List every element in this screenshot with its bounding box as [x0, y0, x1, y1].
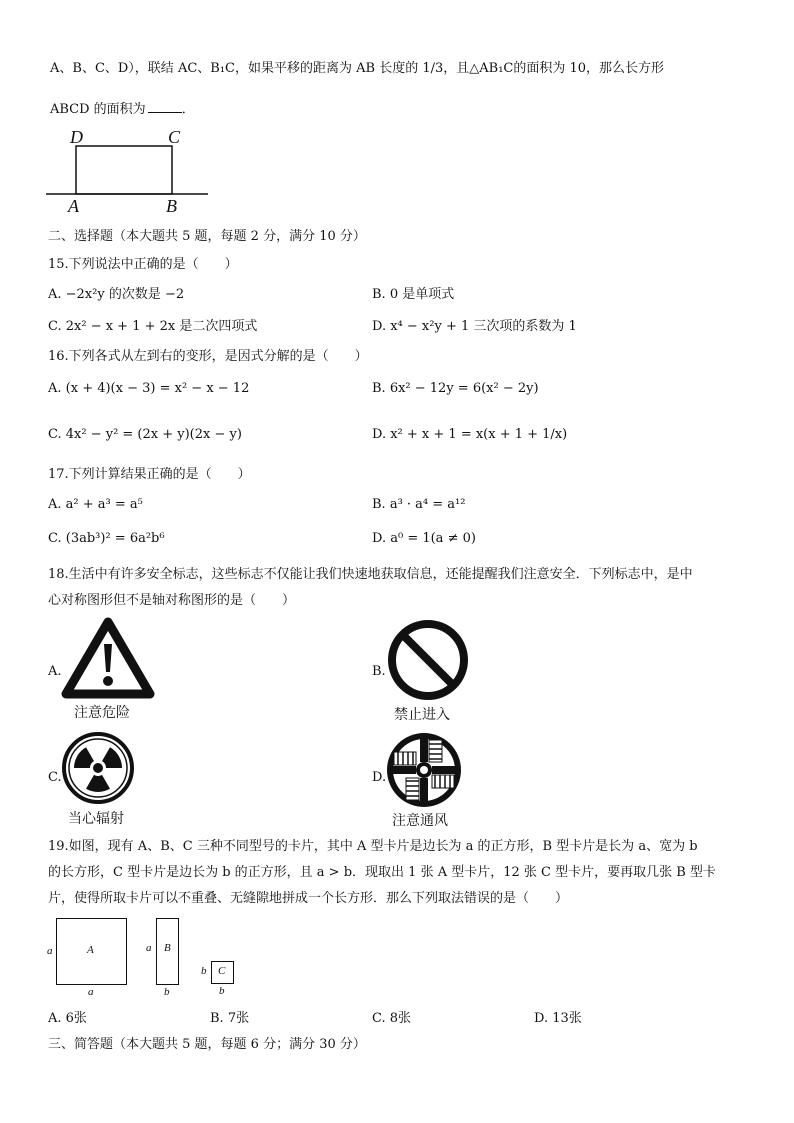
no-entry-icon[interactable] [386, 618, 470, 702]
q15-option-b[interactable]: B. 0 是单项式 [372, 287, 455, 302]
q18-stem-2: 心对称图形但不是轴对称图形的是（ ） [48, 593, 296, 608]
q17-option-d[interactable]: D. a⁰ = 1(a ≠ 0) [372, 531, 476, 546]
q17-option-b[interactable]: B. a³ · a⁴ = a¹² [372, 497, 466, 512]
q19-stem-1: 19.如图，现有 A、B、C 三种不同型号的卡片，其中 A 型卡片是边长为 a 的正方形，B 型卡片是长为 a、宽为 b [48, 839, 698, 854]
q19-stem-2: 的长方形，C 型卡片是边长为 b 的正方形，且 a > b．现取出 1 张 A 型卡片，12 张 C 型卡片，要再取几张 B 型卡 [48, 865, 716, 880]
q18-option-d-letter[interactable]: D. [372, 770, 387, 785]
intro-line-1: A、B、C、D），联结 AC、B₁C，如果平移的距离为 AB 长度的 1/3，且△AB₁C的面积为 10，那么长方形 [50, 61, 665, 76]
q19-option-a[interactable]: A. 6张 [48, 1011, 87, 1026]
card-a-side-left: a [47, 945, 53, 957]
q17-option-c[interactable]: C. (3ab³)² = 6a²b⁶ [48, 531, 165, 546]
card-a-label: A [87, 944, 94, 956]
intro-line-2: ABCD 的面积为 ． [50, 102, 195, 117]
q17-stem: 17.下列计算结果正确的是（ ） [48, 467, 251, 482]
q19-option-d[interactable]: D. 13张 [534, 1011, 582, 1026]
q16-option-a[interactable]: A. (x + 4)(x − 3) = x² − x − 12 [48, 381, 250, 396]
card-c-label: C [218, 965, 226, 977]
q16-stem: 16.下列各式从左到右的变形，是因式分解的是（ ） [48, 349, 368, 364]
card-b-side-left: a [146, 942, 152, 954]
q16-option-b[interactable]: B. 6x² − 12y = 6(x² − 2y) [372, 381, 539, 396]
section-2-title: 二、选择题（本大题共 5 题，每题 2 分，满分 10 分） [48, 229, 366, 244]
vertex-label-a: A [68, 196, 79, 216]
q15-option-c[interactable]: C. 2x² − x + 1 + 2x 是二次四项式 [48, 319, 258, 334]
card-a-side-bottom: a [88, 986, 94, 998]
q19-option-b[interactable]: B. 7张 [210, 1011, 250, 1026]
q19-option-c[interactable]: C. 8张 [372, 1011, 412, 1026]
card-b-side-bottom: b [164, 986, 170, 998]
q16-option-d[interactable]: D. x² + x + 1 = x(x + 1 + 1/x) [372, 427, 568, 442]
card-c-side-left: b [201, 965, 207, 977]
q15-option-a[interactable]: A. −2x²y 的次数是 −2 [48, 287, 185, 302]
vertex-label-b: B [166, 196, 177, 216]
card-c-side-bottom: b [219, 985, 225, 997]
q17-option-a[interactable]: A. a² + a³ = a⁵ [48, 497, 143, 512]
q15-option-d[interactable]: D. x⁴ − x²y + 1 三次项的系数为 1 [372, 319, 577, 334]
q18-option-b-letter[interactable]: B. [372, 664, 386, 679]
q18-caption-a: 注意危险 [74, 705, 130, 721]
warning-triangle-icon[interactable] [62, 618, 154, 698]
vertex-label-c: C [168, 127, 181, 147]
answer-blank [148, 100, 182, 113]
q18-caption-b: 禁止进入 [394, 707, 450, 723]
ventilation-icon[interactable] [384, 730, 464, 810]
q18-option-a-letter[interactable]: A. [48, 664, 62, 679]
q18-caption-c: 当心辐射 [68, 811, 124, 827]
q18-caption-d: 注意通风 [392, 813, 448, 829]
q18-stem-1: 18.生活中有许多安全标志，这些标志不仅能让我们快速地获取信息，还能提醒我们注意安全．下列标志中，是中 [48, 567, 693, 582]
q18-option-c-letter[interactable]: C. [48, 770, 62, 785]
vertex-label-d: D [70, 127, 83, 147]
q19-stem-3: 片，使得所取卡片可以不重叠、无缝隙地拼成一个长方形．那么下列取法错误的是（ ） [48, 891, 569, 906]
card-b-label: B [164, 942, 171, 954]
radiation-icon[interactable] [60, 730, 136, 806]
q16-option-c[interactable]: C. 4x² − y² = (2x + y)(2x − y) [48, 427, 242, 442]
section-3-title: 三、简答题（本大题共 5 题，每题 6 分；满分 30 分） [48, 1037, 366, 1052]
q15-stem: 15.下列说法中正确的是（ ） [48, 257, 238, 272]
